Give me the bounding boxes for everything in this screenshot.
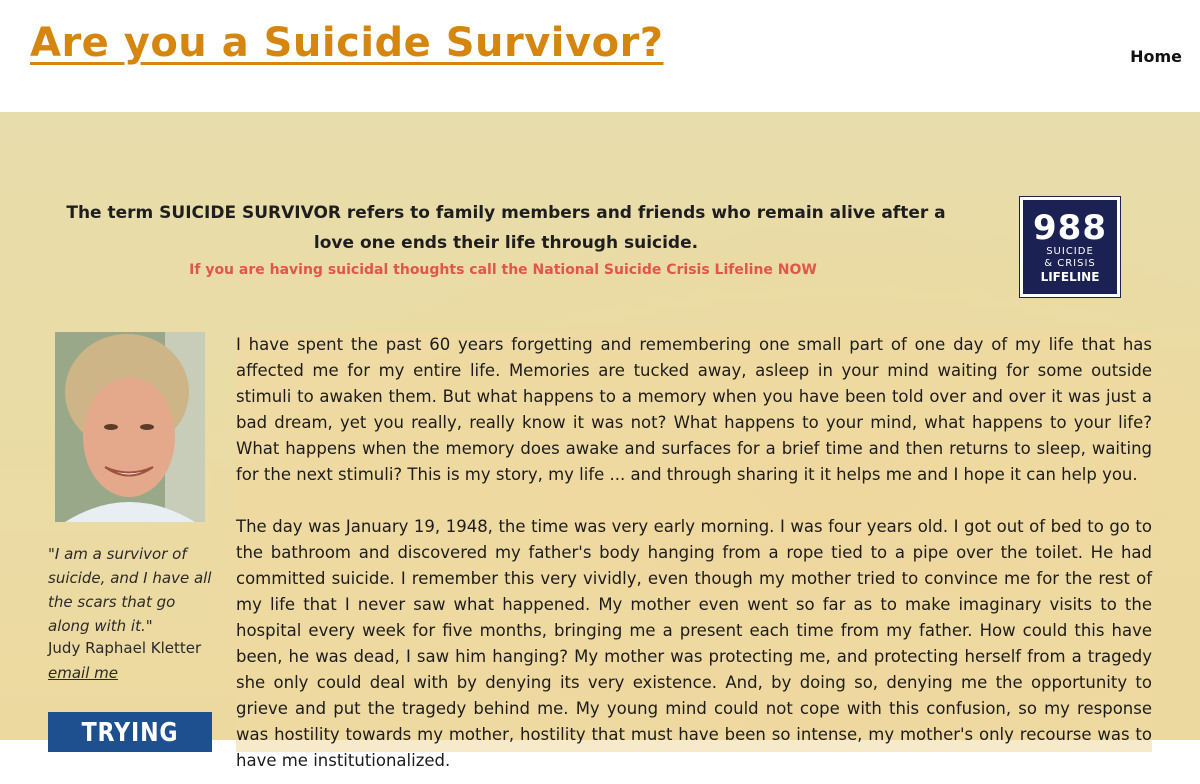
book-cover[interactable] [48, 712, 212, 782]
story-article [236, 332, 1152, 770]
survivor-definition: The term SUICIDE SURVIVOR refers to family members and friends who remain alive after a love one ends their life through suicide. [66, 203, 946, 253]
nav-home-link[interactable]: Home [1130, 47, 1182, 66]
story-paragraph-1: I have spent the past 60 years forgetting and remembering one small part of one day of my life that has affected me for my entire life. Memories are tucked away, asleep in your mind waiting for some outside stimuli to awaken them. But what happens to a memory when you have been told over and over it was just a bad dream, yet you really, really know it was not? What happens to your mind, what happens to your life? What happens when the memory does awake and surfaces for a brief time and then returns to sleep, waiting for the next stimuli? This is my story, my life ... and through sharing it it helps me and I hope it can help you. [236, 335, 1152, 484]
crisis-line-notice: If you are having suicidal thoughts call the National Suicide Crisis Lifeline NOW [189, 262, 817, 278]
logo-line-2: & CRISIS [1044, 258, 1096, 269]
quote-author: Judy Raphael Kletter [48, 639, 202, 657]
email-me-link[interactable]: email me [48, 664, 118, 682]
lifeline-988-logo[interactable] [1020, 197, 1120, 297]
logo-line-3: LIFELINE [1040, 270, 1100, 284]
site-title-link[interactable]: Are you a Suicide Survivor? [30, 20, 664, 66]
portrait-photo [55, 332, 205, 522]
author-portrait [55, 332, 205, 522]
story-paragraph-2: The day was January 19, 1948, the time was very early morning. I was four years old. I got out of bed to go to the bathroom and discovered my father's body hanging from a rope tied to a pipe over the toilet. He had committed suicide. I remember this very vividly, even though my mother tried to convince me for the rest of my life that I never saw what happened. My mother even went so far as to make imaginary visits to the hospital every week for five months, bringing me a present each time from my father. How could this have been, he was dead, I saw him hanging? My mother was protecting me, and protecting herself from a tragedy she only could deal with by denying its very existence. And, by doing so, denying me the opportunity to grieve and put the tragedy behind me. My young mind could not cope with this confusion, so my response was hostility towards my mother, hostility that must have been so intense, my mother's only recourse was to have me institutionalized. [236, 517, 1152, 770]
logo-line-1: SUICIDE [1046, 246, 1094, 257]
main-content [0, 112, 1200, 782]
site-header [0, 0, 1200, 112]
book-title: TRYING TO [81, 718, 179, 782]
logo-number: 988 [1033, 208, 1107, 248]
survivor-quote: "I am a survivor of suicide, and I have all the scars that go along with it." [48, 545, 212, 635]
